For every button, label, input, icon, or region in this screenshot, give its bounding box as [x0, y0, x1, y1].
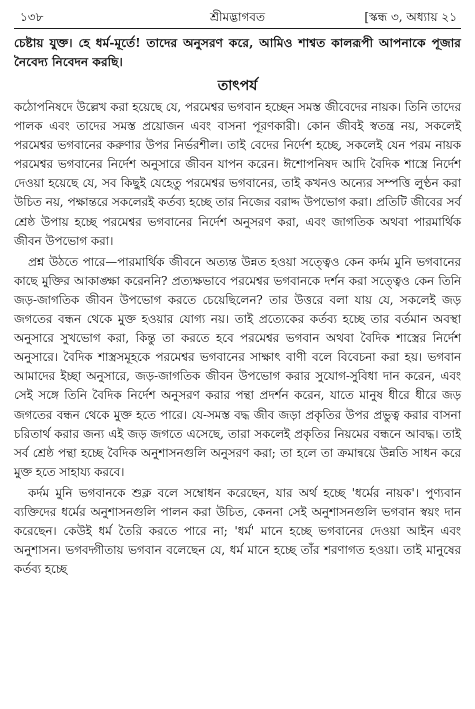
page-number: ১৩৮ — [20, 10, 44, 24]
purport-paragraph-1: কঠোপনিষদে উল্লেখ করা হয়েছে যে, পরমেশ্বর ভগবান হচ্ছেন সমস্ত জীবেদের নায়ক। তিনি তাদের পালক এবং তাদের সমস্ত প্রয়োজন এবং বাসনা পূরণকারী। কোন জীবই স্বতন্ত্র নয়, সকলেই পরমেশ্বর ভগবানের করুণার উপর নির্ভরশীল। তাই বেদের নির্দেশ হচ্ছে, সকলেই যেন পরম নায়ক পরমেশ্বর ভগবানের নির্দেশ অনুসারে জীবন যাপন করেন। ঈশোপনিষদ আদি বৈদিক শাস্ত্রে নির্দেশ দেওয়া হয়েছে যে, সব কিছুই যেহেতু পরমেশ্বর ভগবানের, তাই কখনও অন্যের সম্পত্তি লুণ্ঠন করা উচিত নয়, পক্ষান্তরে সকলেরই কর্তব্য হচ্ছে তার নিজের বরাদ্দ উপভোগ করা। প্রতিটি জীবের সর্ব শ্রেষ্ঠ উপায় হচ্ছে পরমেশ্বর ভগবানের নির্দেশ অনুসরণ করা, এবং জাগতিক অথবা পারমার্থিক জীবন উপভোগ করা। — [14, 100, 461, 248]
book-title: শ্রীমদ্ভাগবত — [209, 10, 265, 24]
purport-heading: তাৎপর্য — [217, 78, 258, 94]
purport-paragraph-2: প্রশ্ন উঠতে পারে—পারমার্থিক জীবনে অত্যন্ত উন্নত হওয়া সত্ত্বেও কেন কর্দম মুনি ভগবানের কাছে মুক্তির আকাঙ্ক্ষা করেননি? প্রত্যক্ষভাবে পরমেশ্বর ভগবানকে দর্শন করা সত্ত্বেও কেন তিনি জড়-জাগতিক জীবন উপভোগ করতে চেয়েছিলেন? তার উত্তরে বলা যায় যে, সকলেই জড় জগতের বন্ধন থেকে মুক্ত হওয়ার যোগ্য নয়। তাই প্রত্যেকের কর্তব্য হচ্ছে তার বর্তমান অবস্থা অনুসারে সুখভোগ করা, কিন্তু তা করতে হবে পরমেশ্বর ভগবান অথবা বৈদিক শাস্ত্রের নির্দেশ অনুসারে। বৈদিক শাস্ত্রসমূহকে পরমেশ্বর ভগবানের সাক্ষাৎ বাণী বলে বিবেচনা করা হয়। ভগবান আমাদের ইচ্ছা অনুসারে, জড়-জাগতিক জীবন উপভোগ করার সুযোগ-সুবিধা দান করেন, এবং সেই সঙ্গে তিনি বৈদিক নির্দেশ অনুসরণ করার পন্থা প্রদর্শন করেন, যাতে মানুষ ধীরে ধীরে জড় জগতের বন্ধন থেকে মুক্ত হতে পারে। যে-সমস্ত বদ্ধ জীব জড়া প্রকৃতির উপর প্রভুত্ব করার বাসনা চরিতার্থ করার জন্য এই জড় জগতে এসেছে, তারা সকলেই প্রকৃতির নিয়মের বন্ধনে আবদ্ধ। তাই সর্ব শ্রেষ্ঠ পন্থা হচ্ছে বৈদিক অনুশাসনগুলি অনুসরণ করা; তা হলে তা ক্রমান্বয়ে উন্নতি সাধন করে মুক্ত হতে সাহায্য করবে। — [14, 254, 461, 479]
purport-paragraph-3: কর্দম মুনি ভগবানকে শুক্ল বলে সম্বোধন করেছেন, যার অর্থ হচ্ছে 'ধর্মের নায়ক'। পুণ্যবান ব্যক্তিদের ধর্মের অনুশাসনগুলি পালন করা উচিত, কেননা সেই অনুশাসনগুলি ভগবান স্বয়ং দান করেছেন। কেউই ধর্ম তৈরি করতে পারে না; 'ধর্ম' মানে হচ্ছে ভগবানের দেওয়া আইন এবং অনুশাসন। ভগবদ্গীতায় ভগবান বলেছেন যে, ধর্ম মানে হচ্ছে তাঁর শরণাগত হওয়া। তাই মানুষের কর্তব্য হচ্ছে — [14, 485, 461, 577]
header-divider — [14, 28, 461, 29]
verse-translation: চেষ্টায় যুক্ত। হে ধর্ম-মূর্তে! তাদের অনুসরণ করে, আমিও শাশ্বত কালরূপী আপনাকে পূজার নৈবেদ্য নিবেদন করছি। — [14, 36, 461, 69]
page-header — [14, 6, 461, 28]
chapter-location: [স্কন্ধ ৩, অধ্যায় ২১ — [364, 10, 457, 24]
